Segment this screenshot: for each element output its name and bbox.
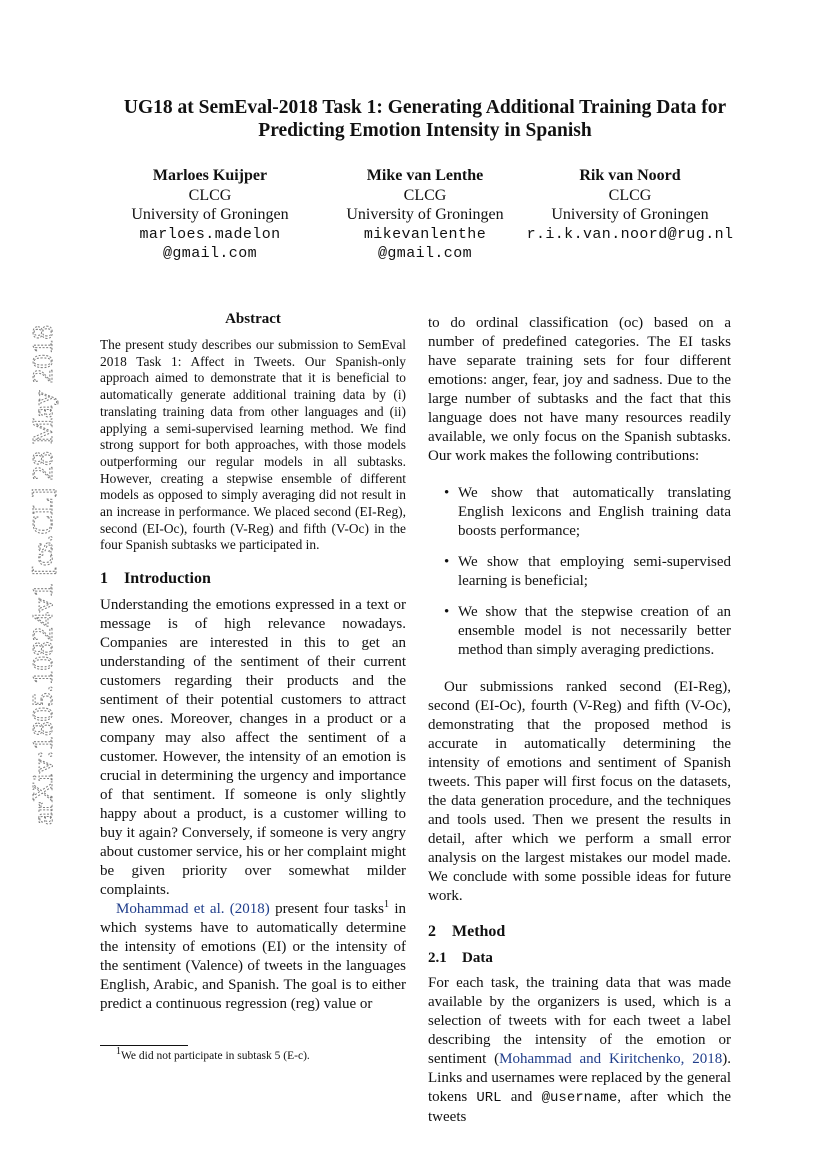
section-heading-introduction xyxy=(100,569,406,588)
title-line-2: Predicting Emotion Intensity in Spanish xyxy=(258,120,592,141)
method-paragraph xyxy=(428,974,731,1127)
bullet-icon: • xyxy=(444,604,450,620)
author-dept: CLCG xyxy=(403,186,447,204)
intro-paragraph-1: Understanding the emotions expressed in a text or message is of high relevance nowadays. Companies are interested in this to get an understanding of the sentiment of their current customers regarding their products and the sentiment of their potential customers to attract new ones. Moreover, changes in a product or a company may also affect the sentiment of a customer. However, the intensity of an emotion is crucial in determining the urgency and importance of that sentiment. If someone is only slightly happy about a product, is a customer willing to buy it again? Conversely, if someone is very angry about customer service, his or her complaint might be given priority over somewhat milder complaints. xyxy=(100,597,406,899)
author-affiliation: University of Groningen xyxy=(346,206,504,224)
subsection-heading-data xyxy=(428,949,731,968)
intro-paragraph-2 xyxy=(100,900,406,1014)
subsection-number: 2.1 xyxy=(428,950,447,966)
author-1 xyxy=(100,166,320,264)
author-affiliation: University of Groningen xyxy=(551,206,709,224)
intro-paragraph-4: Our submissions ranked second (EI-Reg), second (EI-Oc), fourth (V-Reg) and fifth (V-Oc), demonstrating that the proposed method is accurate in automatically determining the intensity of emotions and sentiment of Spanish tweets. This paper will first focus on the datasets, the data generation procedure, and the techniques and tools used. Then we present the results in detail, after which we perform a small error analysis on the largest mistakes our model made. We conclude with some possible ideas for future work. xyxy=(428,679,731,904)
author-email-line-1: r.i.k.van.noord@rug.nl xyxy=(526,225,734,243)
list-item xyxy=(428,553,731,591)
list-item xyxy=(428,484,731,541)
section-number: 1 xyxy=(100,570,108,588)
list-item xyxy=(428,603,731,660)
author-2 xyxy=(320,166,530,264)
paragraph-text: ). Links and usernames were replaced by the general tokens xyxy=(428,1051,731,1105)
title-line-1: UG18 at SemEval-2018 Task 1: Generating Additional Training Data for xyxy=(123,97,727,118)
author-name: Marloes Kuijper xyxy=(152,167,268,184)
token-username: @username xyxy=(541,1090,618,1106)
author-email-line-1: marloes.madelon xyxy=(139,225,281,243)
paragraph-text: , after which the tweets xyxy=(428,1089,731,1125)
section-number: 2 xyxy=(428,923,436,940)
subsection-title: Data xyxy=(462,950,493,966)
author-dept: CLCG xyxy=(188,186,232,204)
arxiv-stamp-text: arXiv:1805.10824v1 [cs.CL] 28 May 2018 xyxy=(28,344,59,825)
author-email-line-2: @gmail.com xyxy=(162,245,257,263)
section-title: Introduction xyxy=(124,570,211,588)
section-title: Method xyxy=(452,923,506,940)
paragraph-text: and xyxy=(501,1089,542,1105)
footnote xyxy=(116,1046,310,1063)
paragraph-text: For each task, the training data that was made available by the organizers is used, which is a selection of tweets with for each tweet a label describing the intensity of the emotion or sentiment ( xyxy=(428,975,731,1067)
paragraph-text: present four tasks xyxy=(269,901,385,918)
author-email-line-2: @gmail.com xyxy=(377,245,472,263)
footnote-text: We did not participate in subtask 5 (E-c). xyxy=(121,1050,310,1062)
paragraph-text: in which systems have to automatically determine the intensity of emotions (EI) or the intensity of the sentiment (Valence) of tweets in the languages English, Arabic, and Spanish. The goal is to either predict a continuous regression (reg) value or xyxy=(100,901,406,1013)
abstract-text: The present study describes our submission to SemEval 2018 Task 1: Affect in Tweets. Our Spanish-only approach aimed to demonstrate that it is beneficial to automatically generate additional training data by (i) translating training data from other languages and (ii) applying a semi-supervised learning method. We find strong support for both approaches, with those models outperforming our regular models in all subtasks. However, creating a stepwise ensemble of different models as opposed to simply averaging did not result in an increase in performance. We placed second (EI-Reg), second (EI-Oc), fourth (V-Reg) and fifth (V-Oc) in the four Spanish subtasks we participated in. xyxy=(100,337,406,553)
author-dept: CLCG xyxy=(608,186,652,204)
footnote-rule xyxy=(100,1045,188,1046)
author-affiliation: University of Groningen xyxy=(131,206,289,224)
citation-link[interactable]: Mohammad et al. (2018) xyxy=(116,901,270,918)
list-item-text: We show that automatically translating English lexicons and English training data boosts performance; xyxy=(458,485,731,539)
left-column xyxy=(100,310,406,1014)
section-heading-method xyxy=(428,922,731,941)
contributions-list xyxy=(428,484,731,660)
list-item-text: We show that the stepwise creation of an ensemble model is not necessarily better method than simply averaging predictions. xyxy=(458,604,731,658)
bullet-icon: • xyxy=(444,554,450,570)
author-name: Rik van Noord xyxy=(579,167,681,184)
list-item-text: We show that employing semi-supervised learning is beneficial; xyxy=(458,554,731,589)
right-column xyxy=(428,314,731,1127)
token-url: URL xyxy=(476,1090,502,1106)
author-3 xyxy=(505,166,755,244)
intro-paragraph-3: to do ordinal classification (oc) based on a number of predefined categories. The EI tasks have separate training sets for four different emotions: anger, fear, joy and sadness. Due to the large number of subtasks and the fact that this language does not have many resources readily available, we only focus on the Spanish subtasks. Our work makes the following contributions: xyxy=(428,315,731,464)
author-email-line-1: mikevanlenthe xyxy=(363,225,487,243)
arxiv-stamp xyxy=(12,320,64,830)
footnote-number: 1 xyxy=(116,1046,121,1058)
paper-title xyxy=(80,96,770,142)
footnote-marker[interactable]: 1 xyxy=(384,899,390,911)
abstract-heading: Abstract xyxy=(225,311,281,327)
citation-link[interactable]: Mohammad and Kiritchenko, 2018 xyxy=(499,1051,723,1067)
bullet-icon: • xyxy=(444,485,450,501)
author-name: Mike van Lenthe xyxy=(366,167,484,184)
